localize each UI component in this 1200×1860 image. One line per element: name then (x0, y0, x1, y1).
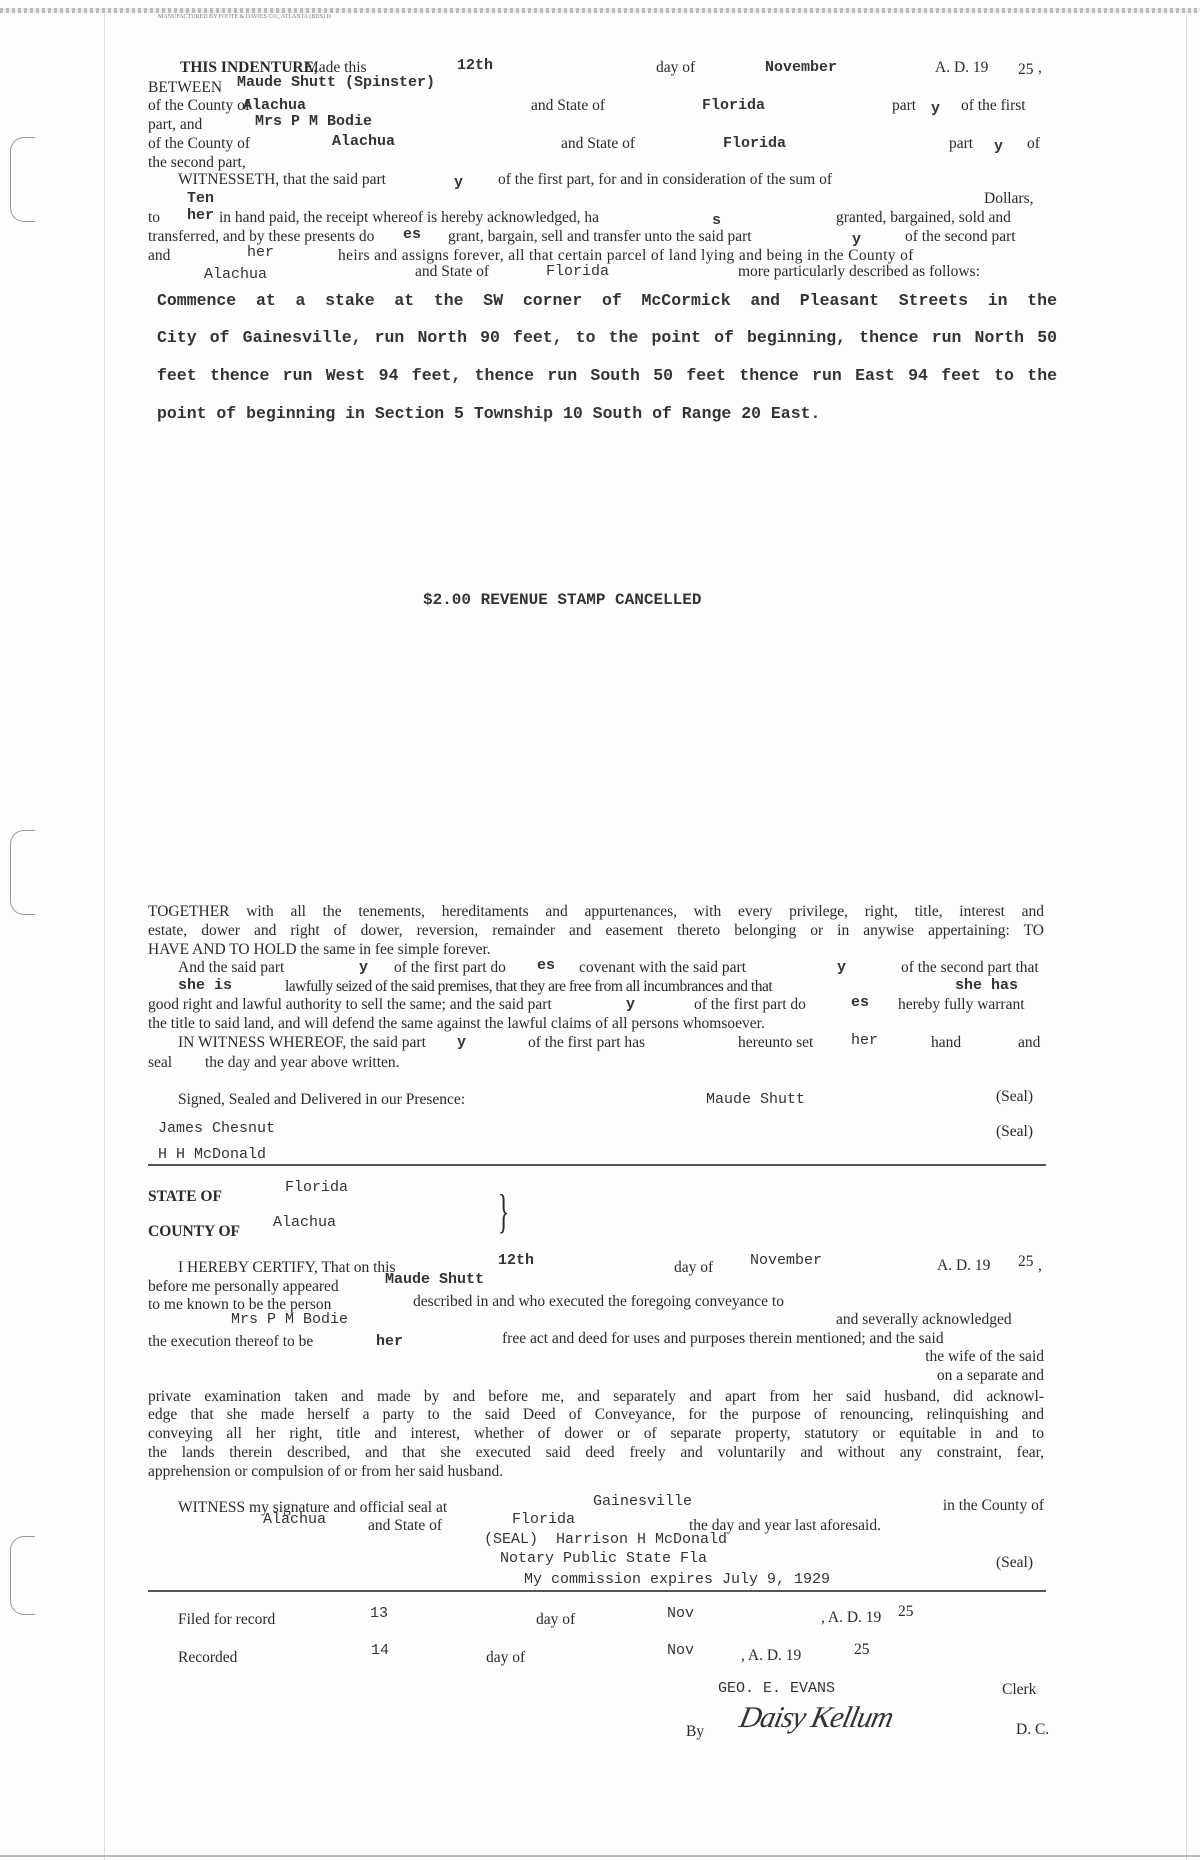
binder-hole (10, 137, 35, 222)
label-made-this: Made this (305, 59, 367, 76)
label-state: and State of (368, 1517, 443, 1534)
label-hand: hand (931, 1034, 962, 1051)
she-has: she has (955, 977, 1019, 994)
left-margin-line (104, 14, 105, 1860)
indenture-heading: THIS INDENTURE, (180, 59, 318, 76)
covenant-text: lawfully seized of the said premises, that they are free from all incumbrances and that (285, 978, 773, 995)
ack-city: Gainesville (593, 1493, 693, 1510)
covenant-text: of the first part do (394, 959, 506, 976)
label-state: and State of (561, 135, 636, 152)
right-margin-line (1186, 14, 1187, 1860)
suffix-y: y (454, 174, 464, 191)
witness-clause: WITNESS my signature and official seal at (178, 1499, 448, 1516)
label-day-of: day of (674, 1259, 714, 1276)
examination-line: edge that she made herself a party to the said Deed of Conveyance, for the purpose of renouncing, relinquishing and (148, 1406, 1044, 1423)
label-to: to (148, 209, 161, 226)
suffix-y: y (837, 959, 847, 976)
label-recorded: Recorded (178, 1649, 238, 1666)
label-and: and (148, 247, 171, 264)
notary-name: (SEAL) Harrison H McDonald (484, 1531, 728, 1548)
label-ad: A. D. 19 (937, 1257, 991, 1274)
known-clause: to me known to be the person (148, 1296, 332, 1313)
label-day-of: day of (536, 1611, 576, 1628)
grantor-county: Alachua (243, 97, 307, 114)
grantor-signature: Maude Shutt (706, 1091, 806, 1108)
examination-line: apprehension or compulsion of or from her said husband. (148, 1463, 504, 1480)
grantee-name: Mrs P M Bodie (255, 113, 373, 130)
label-of: of (1027, 135, 1040, 152)
transferred-clause: transferred, and by these presents do (148, 228, 375, 245)
deed-month: November (765, 59, 838, 76)
filed-day: 13 (370, 1605, 389, 1622)
label-between: BETWEEN (148, 79, 223, 96)
top-scan-strip (0, 8, 1200, 13)
witness-signature: James Chesnut (158, 1120, 276, 1137)
covenant-text: covenant with the said part (579, 959, 747, 976)
ack-grantee: Mrs P M Bodie (231, 1311, 349, 1328)
consideration-sum: Ten (187, 190, 215, 207)
manufacturer-imprint: MANUFACTURED BY FOOTE & DAVIES CO., ATLANTA (BDS) D (158, 14, 331, 20)
grantor-state: Florida (702, 97, 766, 114)
certify-clause: I HEREBY CERTIFY, That on this (178, 1259, 396, 1276)
legal-description-line: feet thence run West 94 feet, thence run South 50 feet thence run East 94 feet to the (157, 366, 1057, 385)
examination-line: private examination taken and made by and before me, and separately and apart from her said husband, did acknowl- (148, 1388, 1044, 1405)
deed-year: 25 (1018, 61, 1034, 78)
pronoun-her: her (187, 207, 215, 224)
suffix-es: es (403, 226, 422, 243)
binder-hole (10, 830, 35, 915)
severally-clause: and severally acknowledged (836, 1311, 1012, 1328)
notary-commission: My commission expires July 9, 1929 (524, 1571, 831, 1588)
notary-title: Notary Public State Fla (500, 1550, 708, 1567)
label-ad: , A. D. 19 (821, 1609, 882, 1626)
free-act-clause: free act and deed for uses and purposes therein mentioned; and the said (502, 1330, 944, 1347)
in-county-label: in the County of (942, 1497, 1044, 1514)
grant-clause: grant, bargain, sell and transfer unto the said part (448, 228, 752, 245)
witnesseth-clause: WITNESSETH, that the said part (178, 171, 386, 188)
grantor-name: Maude Shutt (Spinster) (237, 74, 436, 91)
in-witness-clause: IN WITNESS WHEREOF, the said part (178, 1034, 426, 1051)
label-part: part (892, 97, 917, 114)
bottom-scan-edge (0, 1855, 1200, 1857)
label-state: and State of (531, 97, 606, 114)
habendum-line: estate, dower and right of dower, reversion, remainder and easement thereto belonging or in anywise appertaining: TO (148, 922, 1044, 939)
comma: , (1038, 59, 1042, 76)
suffix-y: y (852, 231, 862, 248)
consideration-clause: of the first part, for and in consideration of the sum of (498, 171, 833, 188)
label-second-part: the second part, (148, 154, 246, 171)
legal-description-line: Commence at a stake at the SW corner of McCormick and Pleasant Streets in the (157, 291, 1057, 310)
suffix-y: y (457, 1034, 467, 1051)
seal-label: (Seal) (996, 1123, 1034, 1140)
described-clause: more particularly described as follows: (738, 263, 980, 280)
label-filed-for-record: Filed for record (178, 1611, 276, 1628)
suffix-y: y (359, 959, 369, 976)
suffix-y: y (626, 996, 636, 1013)
label-county: of the County of (148, 97, 251, 114)
legal-description-line: City of Gainesville, run North 90 feet, to the point of beginning, thence run North 50 (157, 328, 1057, 347)
recorded-year: 25 (854, 1641, 870, 1658)
she-is: she is (178, 977, 233, 994)
grantee-state: Florida (723, 135, 787, 152)
legal-description-line: point of beginning in Section 5 Township 10 South of Range 20 East. (157, 404, 821, 423)
suffix-es: es (537, 957, 556, 974)
covenant-text: of the second part that (901, 959, 1039, 976)
comma: , (1038, 1257, 1042, 1274)
grantee-county: Alachua (332, 133, 396, 150)
label-county: of the County of (148, 135, 251, 152)
recorded-day: 14 (371, 1642, 390, 1659)
label-state: and State of (415, 263, 490, 280)
land-county: Alachua (204, 266, 268, 283)
ack-year: 25 (1018, 1253, 1034, 1270)
wife-clause: the wife of the said (925, 1348, 1044, 1365)
ack-county: Alachua (273, 1214, 337, 1231)
suffix-es: es (851, 994, 870, 1011)
seal-label: (Seal) (996, 1554, 1034, 1571)
covenant-text: the title to said land, and will defend the same against the lawful claims of all persons whomsoever. (148, 1015, 765, 1032)
deed-day: 12th (457, 57, 494, 74)
in-witness-clause: hereunto set (738, 1034, 814, 1051)
label-part: part (949, 135, 974, 152)
ack-county: Alachua (263, 1511, 327, 1528)
appeared-clause: before me personally appeared (148, 1278, 339, 1295)
label-and: and (1018, 1034, 1041, 1051)
pronoun-her: her (247, 244, 275, 261)
pronoun-her: her (376, 1333, 404, 1350)
ack-state: Florida (285, 1179, 349, 1196)
examination-line: conveying all her right, title and interest, whether of dower or of separate property, statutory or equitable in and to (148, 1425, 1044, 1442)
suffix-y: y (994, 138, 1004, 155)
label-by: By (686, 1723, 705, 1740)
separate-clause: on a separate and (936, 1367, 1044, 1384)
suffix-y: y (931, 100, 941, 117)
ack-state: Florida (512, 1511, 576, 1528)
land-state: Florida (546, 263, 610, 280)
filed-year: 25 (898, 1603, 914, 1620)
in-witness-clause: of the first part has (528, 1034, 646, 1051)
label-of-first: of the first (961, 97, 1026, 114)
label-ad: A. D. 19 (935, 59, 989, 76)
label-of-second: of the second part (905, 228, 1016, 245)
label-clerk: Clerk (1002, 1681, 1037, 1698)
label-state-of: STATE OF (148, 1188, 222, 1205)
deputy-clerk-signature: Daisy Kellum (736, 1701, 896, 1734)
ack-month: November (750, 1252, 823, 1269)
granted-clause: granted, bargained, sold and (836, 209, 1011, 226)
described-clause: described in and who executed the foregoing conveyance to (413, 1293, 784, 1310)
label-dc: D. C. (1016, 1721, 1050, 1738)
covenant-text: good right and lawful authority to sell the same; and the said part (148, 996, 552, 1013)
ack-person: Maude Shutt (385, 1271, 485, 1288)
pronoun-her: her (851, 1032, 879, 1049)
covenant-text: And the said part (178, 959, 285, 976)
in-witness-clause: the day and year above written. (205, 1054, 400, 1071)
revenue-stamp-note: $2.00 REVENUE STAMP CANCELLED (423, 591, 702, 609)
suffix-s: s (712, 212, 722, 229)
examination-line: the lands therein described, and that she executed said deed freely and voluntarily and without any constraint, fear, (148, 1444, 1044, 1461)
aforesaid-clause: the day and year last aforesaid. (689, 1517, 881, 1534)
filed-month: Nov (667, 1605, 695, 1622)
execution-clause: the execution thereof to be (148, 1333, 314, 1350)
signed-sealed-label: Signed, Sealed and Delivered in our Presence: (178, 1091, 466, 1108)
label-county-of: COUNTY OF (148, 1223, 240, 1240)
covenant-text: hereby fully warrant (898, 996, 1025, 1013)
binder-hole (10, 1536, 35, 1615)
brace: } (497, 1185, 510, 1238)
divider-rule (148, 1164, 1046, 1166)
receipt-clause: in hand paid, the receipt whereof is hereby acknowledged, ha (219, 209, 600, 226)
seal-label: (Seal) (996, 1088, 1034, 1105)
habendum-line: TOGETHER with all the tenements, hereditaments and appurtenances, with every privilege, right, title, interest and (148, 903, 1044, 920)
habendum-line: HAVE AND TO HOLD the same in fee simple forever. (148, 941, 491, 958)
label-ad: , A. D. 19 (741, 1647, 802, 1664)
heirs-clause: heirs and assigns forever, all that certain parcel of land lying and being in the County of (338, 247, 914, 264)
witness-signature: H H McDonald (158, 1146, 267, 1163)
recorded-month: Nov (667, 1642, 695, 1659)
label-day-of: day of (656, 59, 696, 76)
label-part-and: part, and (148, 116, 203, 133)
covenant-text: of the first part do (694, 996, 806, 1013)
clerk-name: GEO. E. EVANS (718, 1680, 836, 1697)
label-seal: seal (148, 1054, 173, 1071)
ack-day: 12th (498, 1252, 535, 1269)
divider-rule (148, 1590, 1046, 1592)
label-day-of: day of (486, 1649, 526, 1666)
label-dollars: Dollars, (984, 190, 1034, 207)
